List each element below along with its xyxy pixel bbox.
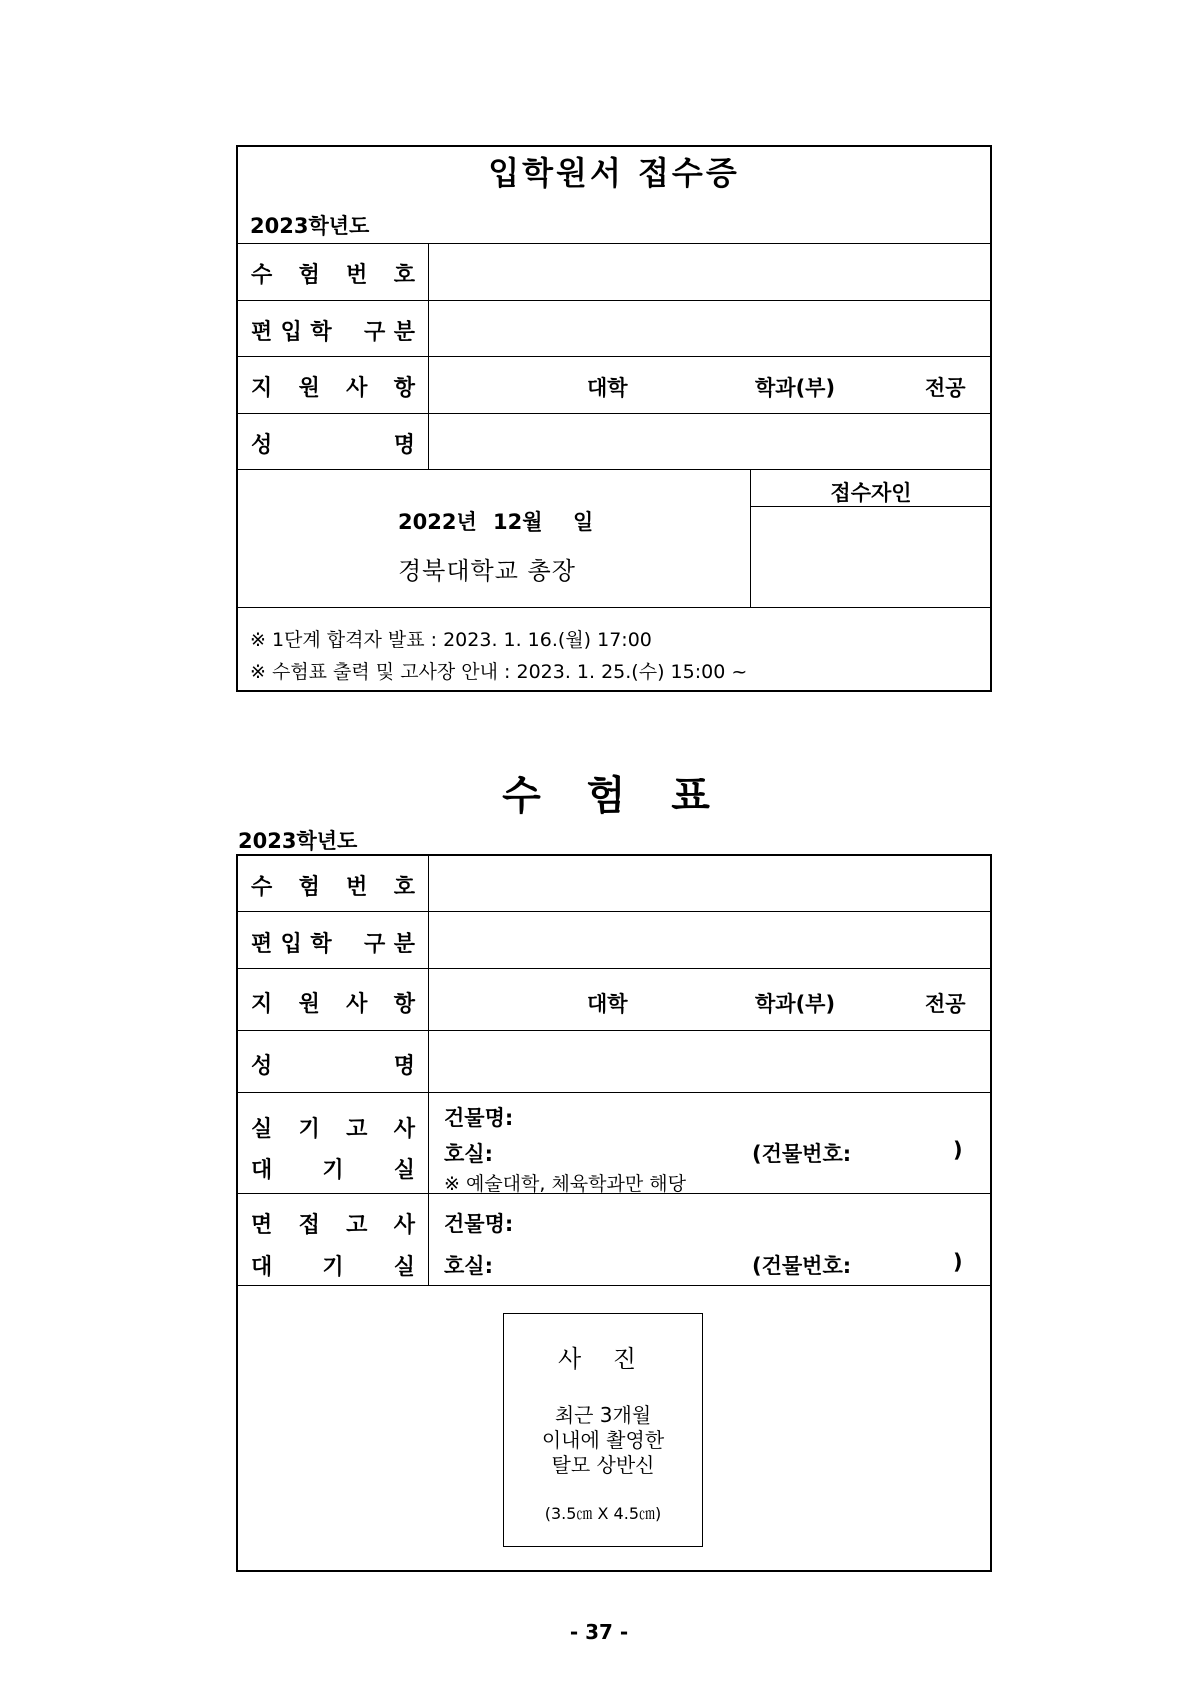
interview-close-paren: ) [953,1250,963,1274]
receipt-note-2: ※ 수험표 출력 및 고사장 안내 : 2023. 1. 25.(수) 15:00 ~ [250,661,748,683]
receipt-application-label: 지 원 사 항 [251,376,415,401]
ticket-name-label: 성 명 [251,1054,415,1079]
receipt-issuer: 경북대학교 총장 [398,557,576,585]
interview-building-label: 건물명: [444,1212,514,1236]
ticket-transfer-type-field[interactable] [430,913,990,967]
ticket-department-label: 학과(부) [755,992,836,1016]
photo-title: 사 진 [558,1345,648,1373]
receipt-date-month: 12월 [493,510,543,534]
receipt-transfer-type-field[interactable] [430,302,990,355]
practical-building-number-label: (건물번호: [752,1142,852,1166]
photo-size: (3.5㎝ X 4.5㎝) [544,1504,662,1523]
receipt-major-label: 전공 [925,376,966,400]
ticket-transfer-type-label: 편 입 학 구 분 [251,932,415,957]
ticket-year: 2023학년도 [238,829,358,853]
ticket-exam-number-field[interactable] [430,858,990,910]
practical-note: ※ 예술대학, 체육학과만 해당 [444,1173,686,1195]
ticket-college-label: 대학 [587,992,628,1016]
ticket-practical-label-line1: 실 기 고 사 [251,1117,415,1142]
interview-building-number-label: (건물번호: [752,1254,852,1278]
practical-close-paren: ) [953,1138,963,1162]
photo-box[interactable] [503,1313,703,1547]
ticket-interview-label-line1: 면 접 고 사 [251,1213,415,1238]
ticket-title: 수 험 표 [502,773,726,819]
photo-desc-line-1: 최근 3개월 [554,1403,652,1427]
receipt-exam-number-label: 수 험 번 호 [251,263,415,288]
receipt-date-year: 2022년 [398,510,477,534]
receipt-date-day: 일 [573,510,594,534]
receipt-stamp-label: 접수자인 [830,481,912,505]
receipt-exam-number-field[interactable] [430,245,990,299]
receipt-transfer-type-label: 편 입 학 구 분 [251,320,415,345]
photo-desc-line-2: 이내에 촬영한 [541,1428,665,1452]
interview-room-label: 호실: [444,1254,493,1278]
ticket-application-label: 지 원 사 항 [251,992,415,1017]
page-number: - 37 - [569,1620,629,1644]
practical-room-label: 호실: [444,1142,493,1166]
photo-desc-line-3: 탈모 상반신 [551,1453,655,1477]
ticket-practical-label-line2: 대 기 실 [251,1158,415,1183]
receipt-stamp-area [752,508,990,606]
ticket-major-label: 전공 [925,992,966,1016]
receipt-name-field[interactable] [430,415,990,468]
receipt-name-label: 성 명 [251,433,415,458]
receipt-note-1: ※ 1단계 합격자 발표 : 2023. 1. 16.(월) 17:00 [250,629,652,651]
practical-building-label: 건물명: [444,1106,514,1130]
ticket-name-field[interactable] [430,1032,990,1091]
receipt-year: 2023학년도 [250,214,370,238]
receipt-department-label: 학과(부) [755,376,836,400]
receipt-title: 입학원서 접수증 [488,154,740,192]
receipt-college-label: 대학 [587,376,628,400]
ticket-exam-number-label: 수 험 번 호 [251,875,415,900]
ticket-interview-label-line2: 대 기 실 [251,1255,415,1280]
